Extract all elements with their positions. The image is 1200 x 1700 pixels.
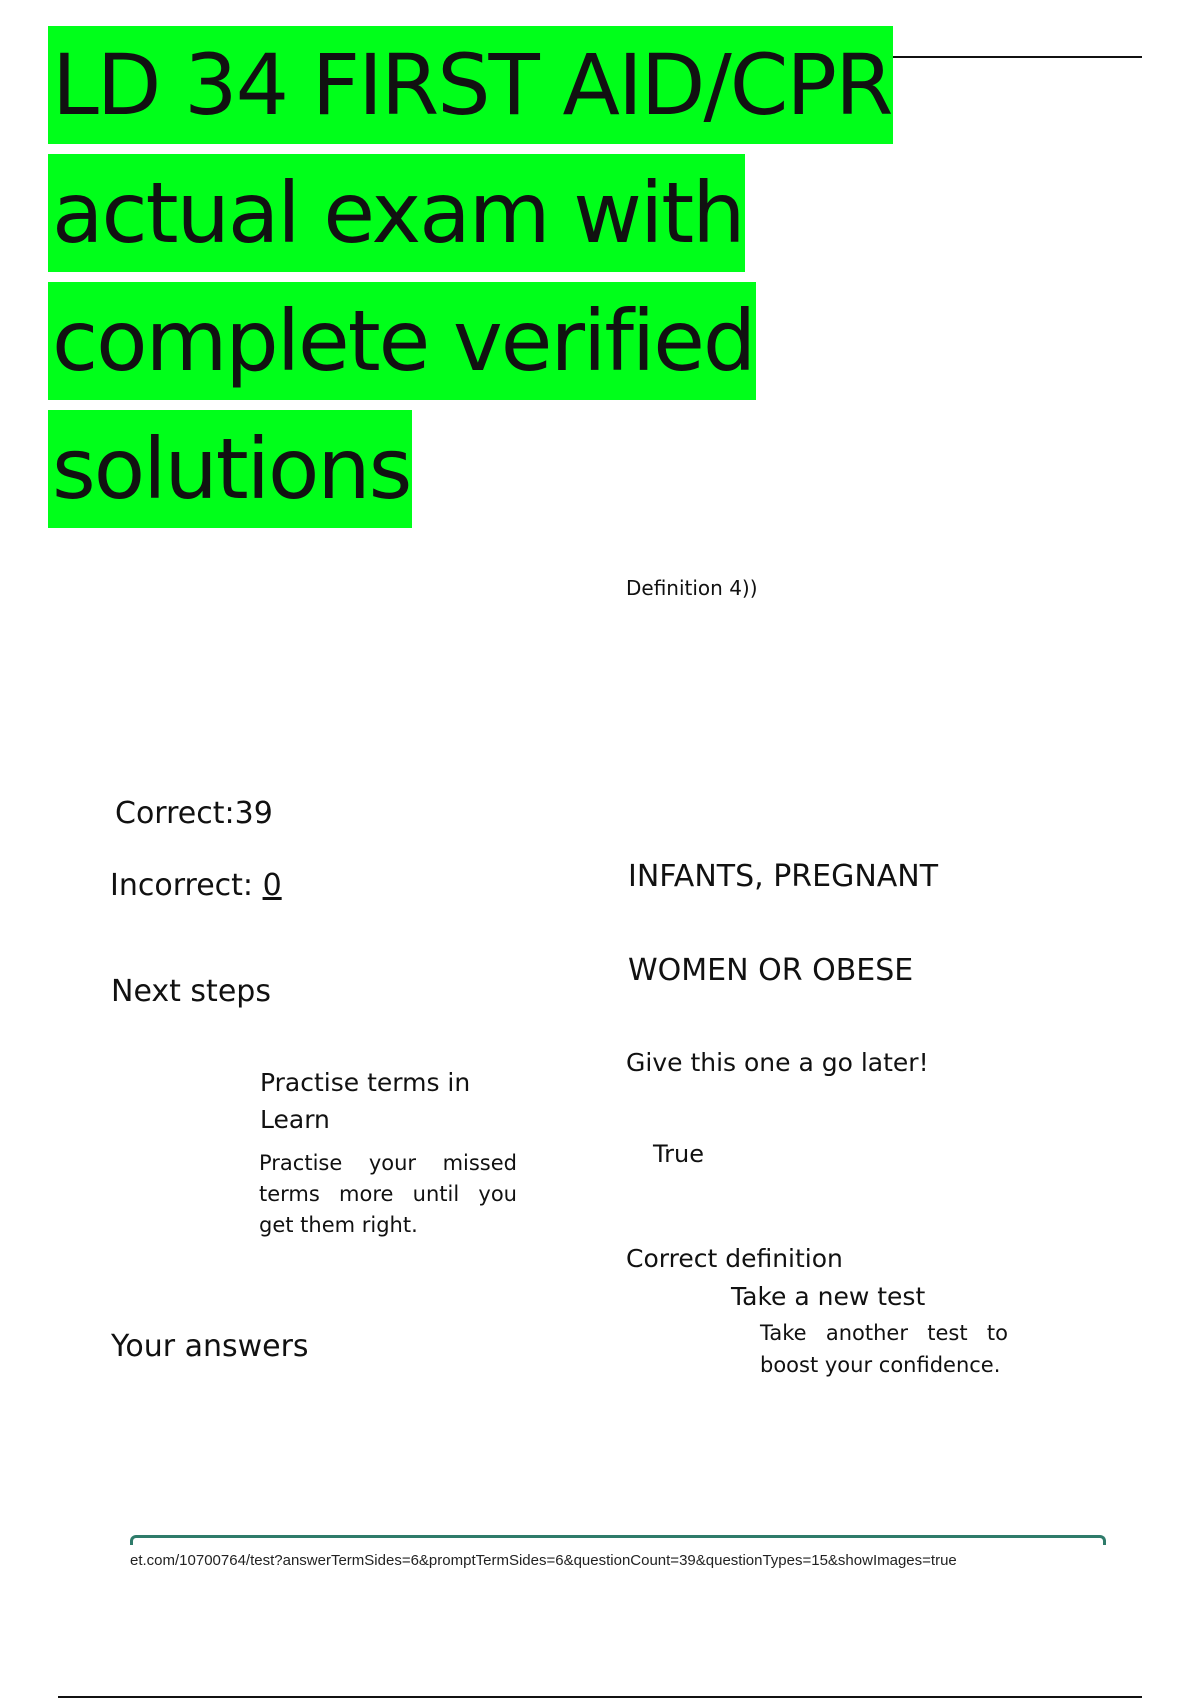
url-footer-rule [130,1535,1106,1545]
correct-definition-label: Correct definition [626,1244,843,1273]
incorrect-label: Incorrect: [110,868,263,903]
next-steps-heading: Next steps [111,974,271,1009]
learn-link-line2[interactable]: Learn [260,1105,330,1134]
answer-term-line2: WOMEN OR OBESE [628,953,914,988]
document-title-line-3: complete verified [48,282,756,400]
document-title-line-4: solutions [48,410,412,528]
your-answers-heading: Your answers [111,1329,309,1364]
incorrect-count [110,868,282,903]
top-rule [850,56,1142,58]
new-test-description: Take another test to boost your confidence. [760,1321,1008,1377]
true-option[interactable]: True [653,1140,704,1168]
correct-count: Correct:39 [115,796,273,831]
give-later-prompt: Give this one a go later! [626,1048,929,1077]
document-title-line-1: LD 34 FIRST AID/CPR [48,26,893,144]
page-url: et.com/10700764/test?answerTermSides=6&promptTermSides=6&questionCount=39&questionTypes=15&showImages=true [130,1552,957,1569]
new-test-link[interactable]: Take a new test [731,1282,926,1311]
incorrect-value: 0 [262,868,282,903]
learn-description: Practise your missed terms more until you get them right. [259,1151,517,1237]
answer-term-line1: INFANTS, PREGNANT [628,859,939,894]
definition-label: Definition 4)) [626,576,758,600]
learn-link-line1[interactable]: Practise terms in [260,1068,471,1097]
bottom-rule [58,1696,1142,1698]
document-title-line-2: actual exam with [48,154,745,272]
